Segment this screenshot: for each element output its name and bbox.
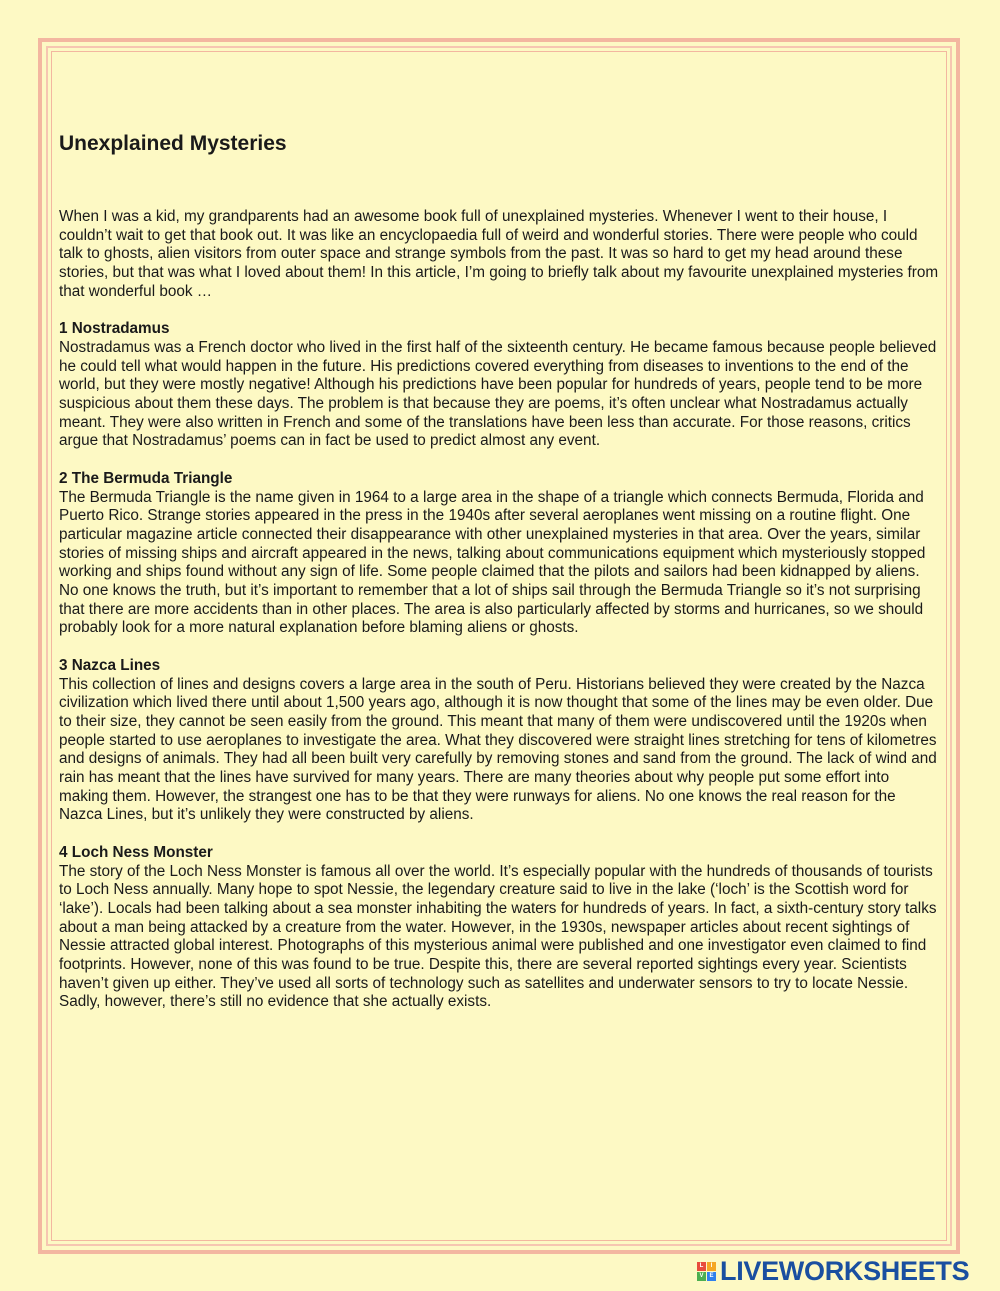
section-heading: 2 The Bermuda Triangle: [59, 469, 233, 487]
liveworksheets-logo[interactable]: [697, 1256, 969, 1286]
section-loch-ness: [59, 844, 939, 1012]
logo-mark-letter: I: [707, 1262, 716, 1271]
logo-mark-letter: V: [697, 1272, 706, 1281]
article: [59, 130, 939, 1012]
liveworksheets-logo-icon: [697, 1262, 716, 1281]
section-body: The Bermuda Triangle is the name given in 1964 to a large area in the shape of a triangle which connects Bermuda, Florida and Puerto Rico. Strange stories appeared in the press in the 1940s after several aeroplanes went missing on a routine flight. One particular magazine article connected their disappearance with other unexplained mysteries in that area. Over the years, similar stories of missing ships and aircraft appeared in the news, talking about communications equipment which mysteriously stopped working and ships found without any sign of life. Some people claimed that the pilots and sailors had been kidnapped by aliens. No one knows the truth, but it’s important to remember that a lot of ships sail through the Bermuda Triangle so it’s not surprising that there are more accidents than in other places. The area is also particularly affected by storms and hurricanes, so we should probably look for a more natural explanation before blaming aliens or ghosts.: [59, 488, 926, 637]
logo-mark-letter: E: [707, 1272, 716, 1281]
section-nostradamus: [59, 320, 939, 451]
section-body: This collection of lines and designs covers a large area in the south of Peru. Historians believed they were created by the Nazca civilization which lived there until about 1,500 years ago, although it is now thought that some of the lines may be even older. Due to their size, they cannot be seen easily from the ground. This meant that many of them were undiscovered until the 1920s when people started to use aeroplanes to investigate the area. What they discovered were straight lines stretching for tens of kilometres and designs of animals. They had all been built very carefully by removing stones and sand from the ground. The lack of wind and rain has meant that the lines have survived for many years. There are many theories about why people put some effort into making them. However, the strangest one has to be that they were runways for aliens. No one knows the real reason for the Nazca Lines, but it’s unlikely they were constructed by aliens.: [59, 675, 937, 824]
section-body: The story of the Loch Ness Monster is famous all over the world. It’s especially popular with the hundreds of thousands of tourists to Loch Ness annually. Many hope to spot Nessie, the legendary creature said to live in the lake (‘loch’ is the Scottish word for ‘lake’). Locals had been talking about a sea monster inhabiting the waters for hundreds of years. In fact, a sixth-century story talks about a man being attacked by a creature from the water. However, in the 1930s, newspaper articles about recent sightings of Nessie attracted global interest. Photographs of this mysterious animal were published and one investigator even claimed to find footprints. However, none of this was found to be true. Despite this, there are several reported sightings every year. Scientists haven’t given up either. They’ve used all sorts of technology such as satellites and underwater sensors to try to locate Nessie. Sadly, however, there’s still no evidence that she actually exists.: [59, 862, 937, 1011]
section-heading: 3 Nazca Lines: [59, 656, 161, 674]
section-nazca-lines: [59, 657, 939, 825]
article-title: Unexplained Mysteries: [59, 132, 287, 155]
section-body: Nostradamus was a French doctor who lived in the first half of the sixteenth century. He became famous because people believed he could tell what would happen in the future. His predictions covered everything from diseases to inventions to the end of the world, but they were mostly negative! Although his predictions have been popular for hundreds of years, people tend to be more suspicious about them these days. The problem is that because they are poems, it’s often unclear what Nostradamus actually meant. They were also written in French and some of the translations have been less than accurate. For those reasons, critics argue that Nostradamus’ poems can in fact be used to predict almost any event.: [59, 338, 937, 450]
section-heading: 4 Loch Ness Monster: [59, 843, 213, 861]
intro-paragraph: When I was a kid, my grandparents had an awesome book full of unexplained mysteries. Whenever I went to their house, I couldn’t wait to get that book out. It was like an encyclopaedia full of weird and wonderful stories. There were people who could talk to ghosts, alien visitors from outer space and strange symbols from the past. It was so hard to get my head around these stories, but that was what I loved about them! In this article, I’m going to briefly talk about my favourite unexplained mysteries from that wonderful book …: [59, 208, 939, 300]
section-bermuda-triangle: [59, 470, 939, 638]
logo-text: LIVEWORKSHEETS: [720, 1255, 970, 1286]
logo-mark-letter: L: [697, 1262, 706, 1271]
section-heading: 1 Nostradamus: [59, 320, 170, 338]
